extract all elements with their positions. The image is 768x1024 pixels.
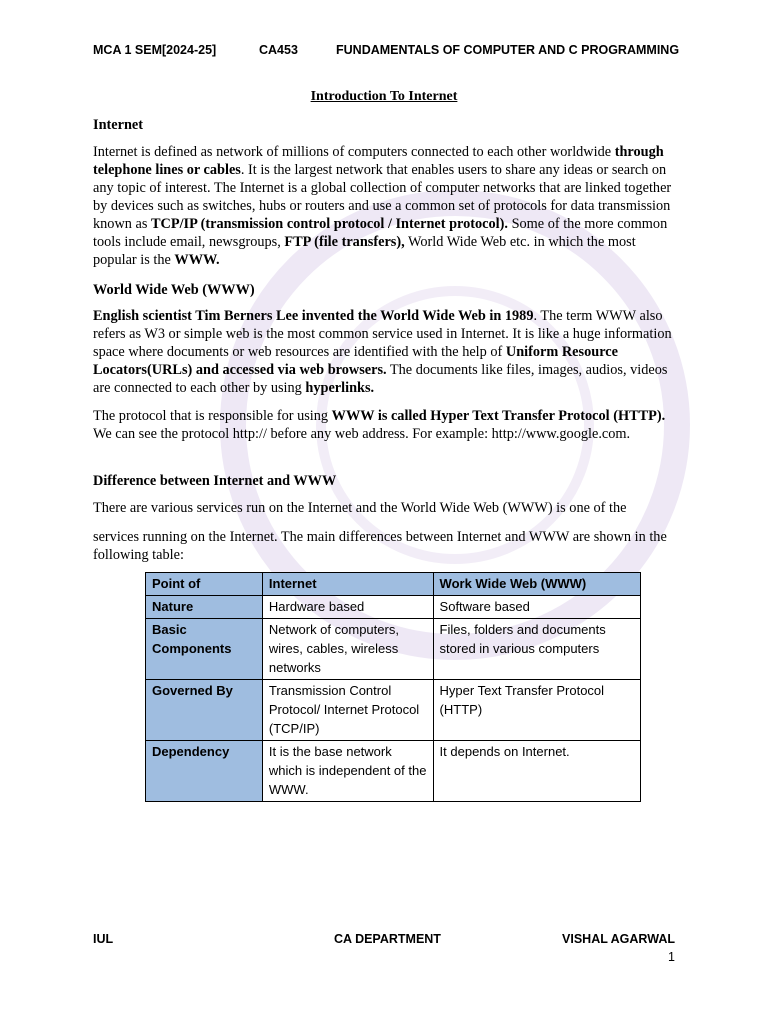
row-label: Governed By — [146, 680, 263, 741]
table-cell: Network of computers, wires, cables, wireless networks — [262, 619, 433, 680]
internet-heading: Internet — [93, 117, 144, 133]
table-cell: Hardware based — [262, 596, 433, 619]
course-label: MCA 1 SEM[2024-25] — [93, 43, 217, 57]
internet-paragraph: Internet is defined as network of millions of computers connected to each other worldwide through telephone lines or cables. It is the largest network that enables users to share any ideas or search on any topic of interest. The Internet is a global collection of computer networks that are linked together by devices such as switches, hubs or routers and use a common set of protocols for data transmission known as TCP/IP (transmission control protocol / Internet protocol). Some of the more common tools include email, newsgroups, FTP (file transfers), World Wide Web etc. in which the most popular is the WWW. — [93, 144, 672, 268]
course-code: CA453 — [259, 43, 298, 57]
footer-left: IUL — [93, 932, 114, 946]
page-footer — [93, 932, 675, 948]
table-header-cell: Internet — [262, 573, 433, 596]
http-paragraph: The protocol that is responsible for using WWW is called Hyper Text Transfer Protocol (HTTP). We can see the protocol http:// before any web address. For example: http://www.google.com. — [93, 408, 666, 442]
row-label: Dependency — [146, 741, 263, 802]
difference-heading: Difference between Internet and WWW — [93, 473, 337, 489]
table-row — [146, 596, 641, 619]
table-row — [146, 619, 641, 680]
table-cell: Files, folders and documents stored in various computers — [433, 619, 640, 680]
subject-title: FUNDAMENTALS OF COMPUTER AND C PROGRAMMING — [336, 43, 680, 57]
page-title: Introduction To Internet — [310, 89, 458, 104]
footer-right: VISHAL AGARWAL — [562, 932, 675, 946]
table-row — [146, 741, 641, 802]
row-label: Nature — [146, 596, 263, 619]
table-cell: Software based — [433, 596, 640, 619]
table-cell: It depends on Internet. — [433, 741, 640, 802]
difference-paragraph-line1: There are various services run on the Internet and the World Wide Web (WWW) is one of the — [93, 500, 627, 516]
row-label: Basic Components — [146, 619, 263, 680]
comparison-table — [145, 572, 641, 802]
page-header — [93, 43, 683, 59]
difference-paragraph-line2: services running on the Internet. The main differences between Internet and WWW are shown in the following table: — [93, 529, 667, 563]
table-header-row — [146, 573, 641, 596]
www-heading: World Wide Web (WWW) — [93, 282, 255, 298]
table-cell: Transmission Control Protocol/ Internet Protocol (TCP/IP) — [262, 680, 433, 741]
page-number: 1 — [668, 950, 675, 964]
table-header-cell: Point of — [146, 573, 263, 596]
table-cell: It is the base network which is independent of the WWW. — [262, 741, 433, 802]
table-header-cell: Work Wide Web (WWW) — [433, 573, 640, 596]
footer-center: CA DEPARTMENT — [334, 932, 441, 946]
table-cell: Hyper Text Transfer Protocol (HTTP) — [433, 680, 640, 741]
www-paragraph: English scientist Tim Berners Lee invented the World Wide Web in 1989. The term WWW also refers as W3 or simple web is the most common service used in Internet. It is like a huge information space where documents or web resources are identified with the help of Uniform Resource Locators(URLs) and accessed via web browsers. The documents like files, images, audios, videos are connected to each other by using hyperlinks. — [93, 308, 672, 396]
table-row — [146, 680, 641, 741]
